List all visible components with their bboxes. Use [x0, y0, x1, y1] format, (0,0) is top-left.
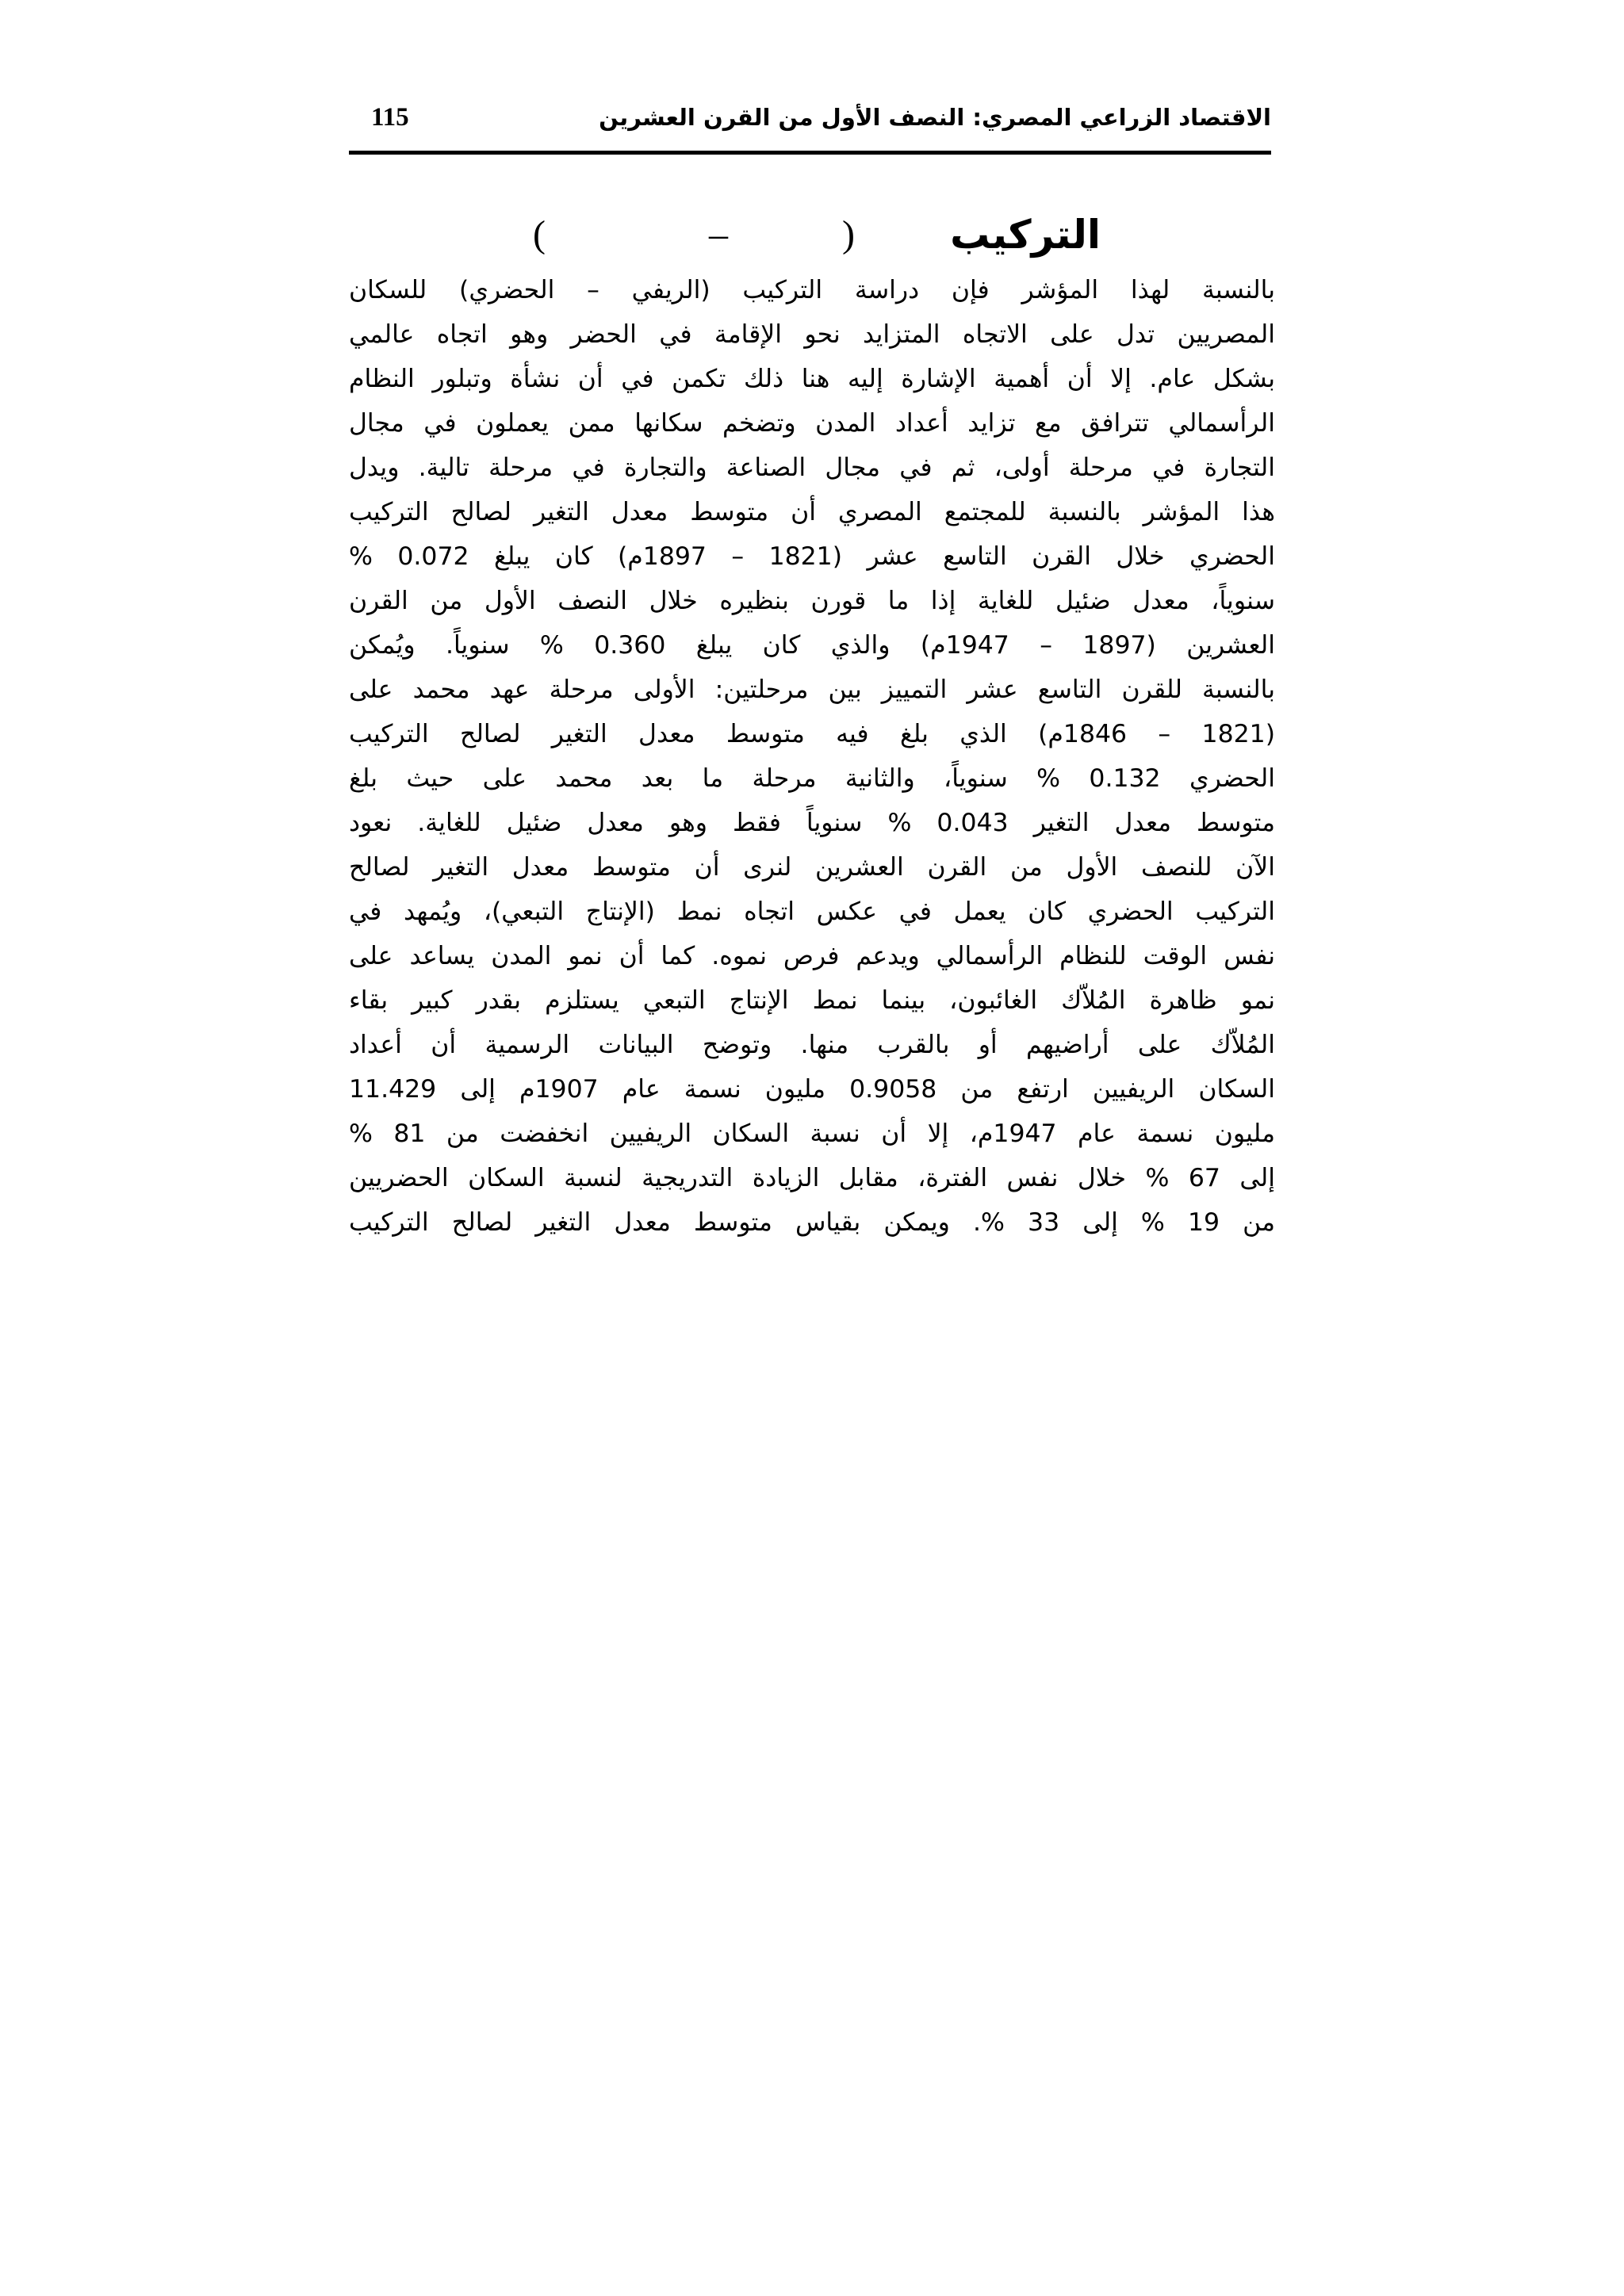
text-line: إلى 67 % خلال نفس الفترة، مقابل الزيادة التدريجية لنسبة السكان الحضريين	[349, 1164, 1275, 1192]
heading-open-paren: (	[842, 213, 855, 255]
heading-close-paren: )	[533, 213, 546, 255]
section-heading-text: التركيب	[950, 212, 1101, 258]
text-line: الرأسمالي تترافق مع تزايد أعداد المدن وتضخم سكانها ممن يعملون في مجال	[349, 409, 1275, 438]
text-line: الحضري 0.132 % سنوياً، والثانية مرحلة ما بعد محمد على حيث بلغ	[349, 764, 1275, 793]
text-line: (1821 – 1846م) الذي بلغ فيه متوسط معدل التغير لصالح التركيب	[349, 720, 1275, 748]
text-line: نفس الوقت للنظام الرأسمالي ويدعم فرص نموه. كما أن نمو المدن يساعد على	[349, 942, 1275, 970]
text-line: بالنسبة للقرن التاسع عشر التمييز بين مرحلتين: الأولى مرحلة عهد محمد على	[349, 675, 1275, 704]
text-line: هذا المؤشر بالنسبة للمجتمع المصري أن متوسط معدل التغير لصالح التركيب	[349, 498, 1275, 526]
text-line: بشكل عام. إلا أن أهمية الإشارة إليه هنا ذلك تكمن في أن نشأة وتبلور النظام	[349, 365, 1275, 393]
text-line: سنوياً، معدل ضئيل للغاية إذا ما قورن بنظيره خلال النصف الأول من القرن	[349, 587, 1275, 615]
text-line: العشرين (1897 – 1947م) والذي كان يبلغ 0.360 % سنوياً. ويُمكن	[349, 631, 1275, 660]
text-line: المصريين تدل على الاتجاه المتزايد نحو الإقامة في الحضر وهو اتجاه عالمي	[349, 320, 1275, 349]
text-line: من 19 % إلى 33 %. ويمكن بقياس متوسط معدل التغير لصالح التركيب	[349, 1208, 1275, 1237]
text-line: التجارة في مرحلة أولى، ثم في مجال الصناعة والتجارة في مرحلة تالية. ويدل	[349, 453, 1275, 482]
body-paragraph	[349, 268, 1275, 1245]
running-title: الاقتصاد الزراعي المصري: النصف الأول من القرن العشرين	[599, 104, 1271, 131]
running-header	[349, 101, 1271, 155]
section-heading	[466, 209, 1101, 266]
text-line: التركيب الحضري كان يعمل في عكس اتجاه نمط (الإنتاج التبعي)، ويُمهد في	[349, 897, 1275, 926]
text-line: بالنسبة لهذا المؤشر فإن دراسة التركيب (الريفي – الحضري) للسكان	[349, 276, 1275, 304]
text-line: الآن للنصف الأول من القرن العشرين لنرى أن متوسط معدل التغير لصالح	[349, 853, 1275, 882]
text-line: نمو ظاهرة المُلاّك الغائبون، بينما نمط الإنتاج التبعي يستلزم بقدر كبير بقاء	[349, 986, 1275, 1015]
page-number: 115	[371, 103, 409, 132]
heading-dash: –	[709, 213, 728, 255]
text-line: مليون نسمة عام 1947م، إلا أن نسبة السكان الريفيين انخفضت من 81 %	[349, 1119, 1275, 1148]
text-line: متوسط معدل التغير 0.043 % سنوياً فقط وهو معدل ضئيل للغاية. نعود	[349, 809, 1275, 837]
text-line: السكان الريفيين ارتفع من 0.9058 مليون نسمة عام 1907م إلى 11.429	[349, 1075, 1275, 1104]
text-line: الحضري خلال القرن التاسع عشر (1821 – 1897م) كان يبلغ 0.072 %	[349, 542, 1275, 571]
text-line: المُلاّك على أراضيهم أو بالقرب منها. وتوضح البيانات الرسمية أن أعداد	[349, 1031, 1275, 1059]
